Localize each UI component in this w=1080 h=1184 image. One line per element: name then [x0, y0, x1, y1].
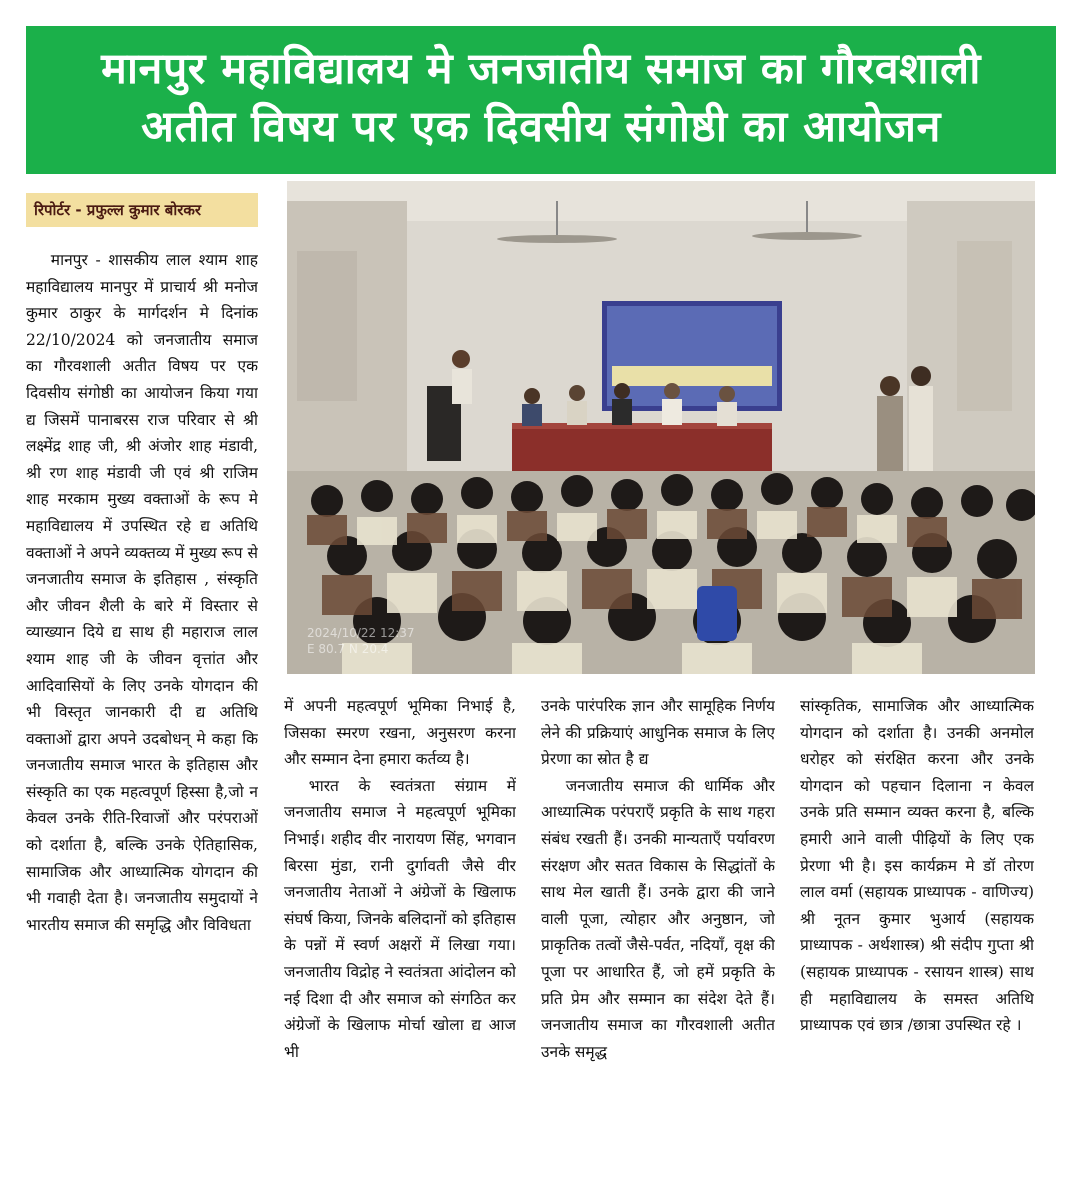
photo-coordinates: E 80.7 N 20.4 [307, 642, 389, 656]
photo-timestamp-stamp [307, 625, 415, 657]
article-column-3 [541, 693, 775, 1167]
article-paragraph: में अपनी महत्वपूर्ण भूमिका निभाई है, जिसका स्मरण रखना, अनुसरण करना और सम्मान देना हमारा कर्तव्य है। [284, 697, 516, 769]
article-column-4 [800, 693, 1034, 1167]
article-paragraph: जनजातीय समाज की धार्मिक और आध्यात्मिक परंपराएँ प्रकृति के साथ गहरा संबंध रखती हैं। उनकी मान्यताएँ पर्यावरण संरक्षण और सतत विकास के सिद्धांतों के साथ मेल खाती हैं। उनके द्वारा की जाने वाली पूजा, त्योहार और अनुष्ठान, जो प्राकृतिक तत्वों जैसे-पर्वत, नदियाँ, वृक्ष की पूजा पर आधारित हैं, जो हमें प्रकृति के प्रति प्रेम और सम्मान का संदेश देते हैं। जनजातीय समाज का गौरवशाली अतीत उनके समृद्ध [541, 776, 775, 1061]
headline-line-2: अतीत विषय पर एक दिवसीय संगोष्ठी का आयोजन [141, 102, 941, 152]
article-column-1 [26, 247, 258, 1167]
article-paragraph: सांस्कृतिक, सामाजिक और आध्यात्मिक योगदान को दर्शाता है। उनकी अनमोल धरोहर को संरक्षित करना और उनके योगदान को पहचान दिलाना न केवल उनके प्रति सम्मान व्यक्त करना है, बल्कि हमारी आने वाली पीढ़ियों के लिए एक प्रेरणा भी है। इस कार्यक्रम मे डॉ तोरण लाल वर्मा (सहायक प्राध्यापक - वाणिज्य) श्री नूतन कुमार भुआर्य (सहायक प्राध्यापक - अर्थशास्त्र) श्री संदीप गुप्ता श्री (सहायक प्राध्यापक - रसायन शास्त्र) साथ ही महाविद्यालय के समस्त अतिथि प्राध्यापक एवं छात्र /छात्रा उपस्थित रहे । [800, 697, 1034, 1035]
reporter-byline: रिपोर्टर - प्रफुल्ल कुमार बोरकर [26, 193, 258, 227]
photo-timestamp: 2024/10/22 12:37 [307, 626, 415, 640]
article-column-2 [284, 693, 516, 1167]
event-photo [287, 181, 1035, 674]
article-paragraph: मानपुर - शासकीय लाल श्याम शाह महाविद्यालय मानपुर में प्राचार्य श्री मनोज कुमार ठाकुर के मार्गदर्शन मे दिनांक 22/10/2024 को जनजातीय समाज का गौरवशाली अतीत विषय पर एक दिवसीय संगोष्ठी का आयोजन किया गया द्य जिसमें पानाबरस राज परिवार से श्री लक्ष्मेंद्र शाह जी, श्री अंजोर शाह मंडावी, श्री रण शाह मंडावी जी एवं श्री राजिम शाह मरकाम मुख्य वक्ताओं के रूप मे महाविद्यालय में उपस्थित रहे द्य अतिथि वक्ताओं ने अपने व्यक्तव्य में मुख्य रूप से जनजातीय समाज के इतिहास , संस्कृति और जीवन शैली के बारे में विस्तार से व्याख्यान दिये द्य साथ ही महाराज लाल श्याम शाह जी के जीवन वृत्तांत और आदिवासियों के लिए उनके योगदान की भी विस्तृत जानकारी दी द्य अतिथि वक्ताओं द्वारा अपने उदबोधन् मे कहा कि जनजातीय समाज भारत के इतिहास और संस्कृति का एक महत्वपूर्ण हिस्सा है,जो न केवल उनके रीति-रिवाजों और परंपराओं को दर्शाता है, बल्कि उनके ऐतिहासिक, सामाजिक और आध्यात्मिक योगदान की भी गवाही देता है। जनजातीय समुदायों ने भारतीय समाज की समृद्धि और विविधता [26, 251, 258, 934]
seminar-hall-illustration [287, 181, 1035, 674]
headline-line-1: मानपुर महाविद्यालय मे जनजातीय समाज का गौरवशाली [101, 44, 981, 94]
article-paragraph: उनके पारंपरिक ज्ञान और सामूहिक निर्णय लेने की प्रक्रियाएं आधुनिक समाज के लिए प्रेरणा का स्रोत है द्य [541, 697, 775, 769]
article-paragraph: भारत के स्वतंत्रता संग्राम में जनजातीय समाज ने महत्वपूर्ण भूमिका निभाई। शहीद वीर नारायण सिंह, भगवान बिरसा मुंडा, रानी दुर्गावती जैसे वीर जनजातीय नेताओं ने अंग्रेजों के खिलाफ संघर्ष किया, जिनके बलिदानों को इतिहास के पन्नों में स्वर्ण अक्षरों में लिखा गया। जनजातीय विद्रोह ने स्वतंत्रता आंदोलन को नई दिशा दी और समाज को संगठित कर अंग्रेजों के खिलाफ मोर्चा खोला द्य आज भी [284, 776, 516, 1061]
headline-banner [26, 26, 1056, 174]
